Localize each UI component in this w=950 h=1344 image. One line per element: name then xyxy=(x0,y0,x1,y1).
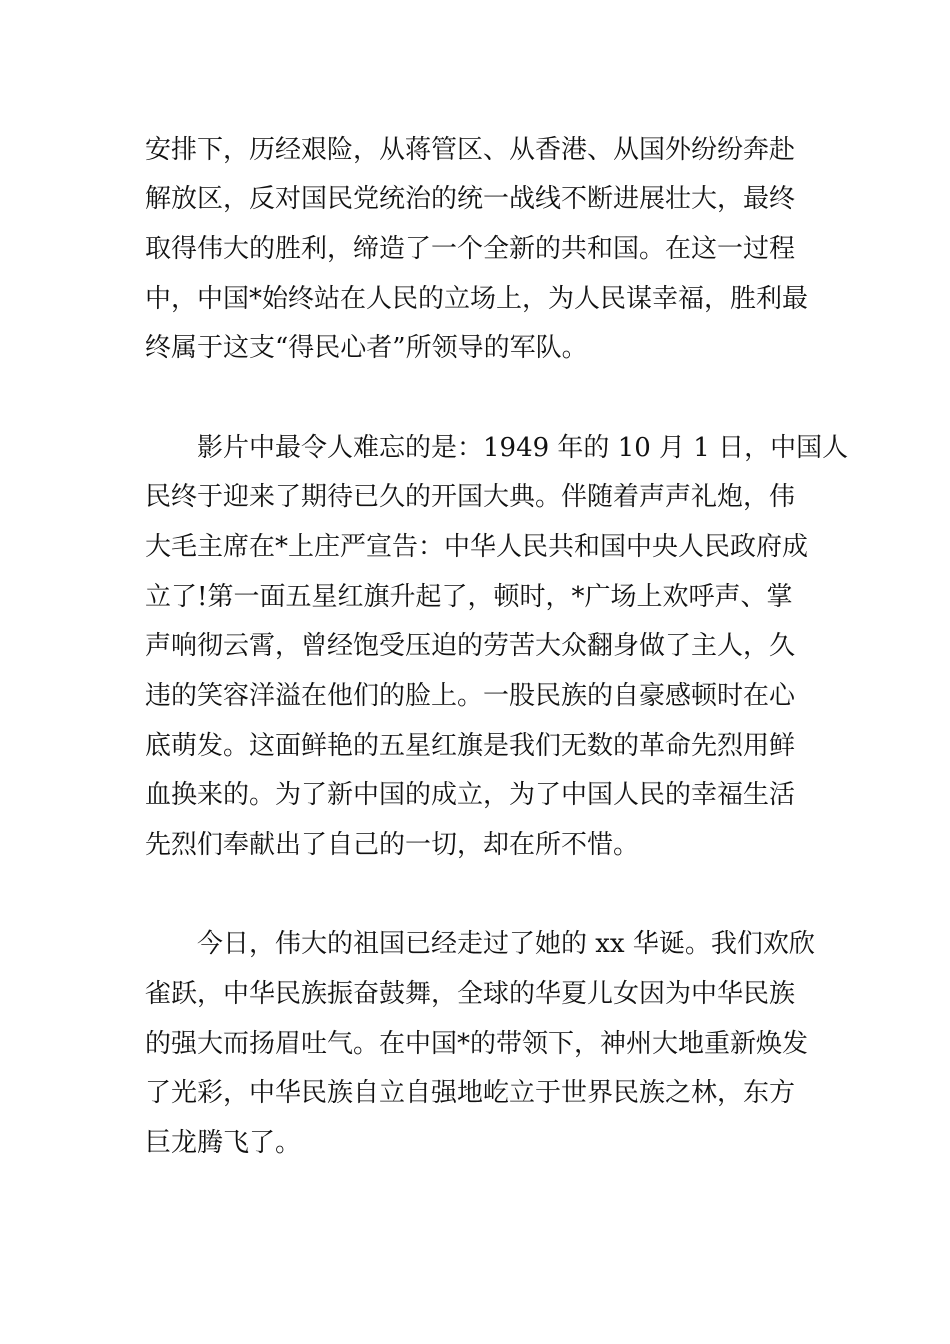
paragraph-3-line-1: 今日，伟大的祖国已经走过了她的 xx 华诞。我们欢欣 xyxy=(197,929,815,959)
paragraph-1-line-1: 安排下，历经艰险，从蒋管区、从香港、从国外纷纷奔赴 xyxy=(145,135,796,165)
paragraph-1-line-2: 解放区，反对国民党统治的统一战线不断进展壮大，最终 xyxy=(145,184,796,214)
paragraph-2-line-3: 大毛主席在*上庄严宣告：中华人民共和国中央人民政府成 xyxy=(145,532,809,562)
paragraph-2-line-6: 违的笑容洋溢在他们的脸上。一股民族的自豪感顿时在心 xyxy=(145,681,796,711)
paragraph-1-line-5: 终属于这支“得民心者”所领导的军队。 xyxy=(145,333,588,363)
paragraph-3-line-5: 巨龙腾飞了。 xyxy=(145,1128,302,1158)
paragraph-3-line-4: 了光彩，中华民族自立自强地屹立于世界民族之林，东方 xyxy=(145,1078,796,1108)
paragraph-2-line-1: 影片中最令人难忘的是：1949 年的 10 月 1 日，中国人 xyxy=(197,433,849,463)
paragraph-2-line-9: 先烈们奉献出了自己的一切，却在所不惜。 xyxy=(145,830,640,860)
paragraph-2-line-2: 民终于迎来了期待已久的开国大典。伴随着声声礼炮，伟 xyxy=(145,482,796,512)
paragraph-3-line-3: 的强大而扬眉吐气。在中国*的带领下，神州大地重新焕发 xyxy=(145,1029,809,1059)
paragraph-3-line-2: 雀跃，中华民族振奋鼓舞，全球的华夏儿女因为中华民族 xyxy=(145,979,796,1009)
paragraph-2-line-5: 声响彻云霄，曾经饱受压迫的劳苦大众翻身做了主人，久 xyxy=(145,631,796,661)
paragraph-2-line-7: 底萌发。这面鲜艳的五星红旗是我们无数的革命先烈用鲜 xyxy=(145,731,796,761)
paragraph-2-line-8: 血换来的。为了新中国的成立，为了中国人民的幸福生活 xyxy=(145,780,796,810)
paragraph-1-line-4: 中，中国*始终站在人民的立场上，为人民谋幸福，胜利最 xyxy=(145,284,809,314)
paragraph-1-line-3: 取得伟大的胜利，缔造了一个全新的共和国。在这一过程 xyxy=(145,234,796,264)
paragraph-2-line-4: 立了!第一面五星红旗升起了，顿时，*广场上欢呼声、掌 xyxy=(145,582,793,612)
